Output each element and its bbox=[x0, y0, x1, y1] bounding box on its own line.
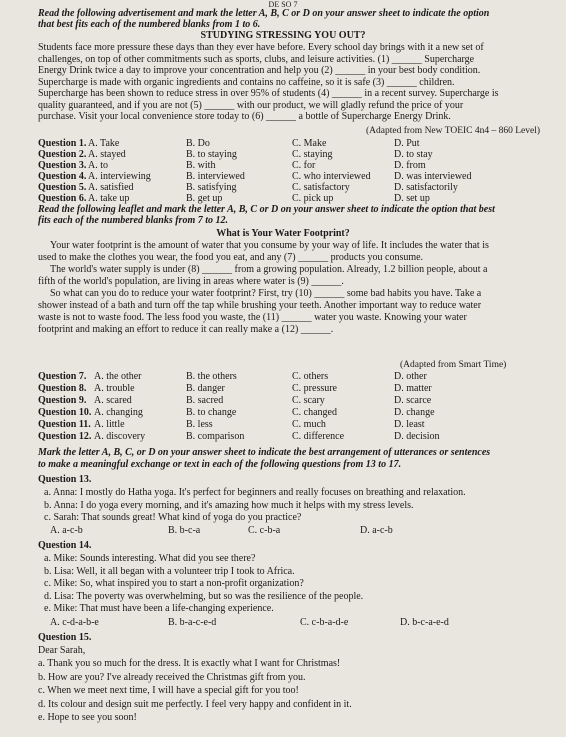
section2-option-a: A. the other bbox=[94, 371, 142, 382]
question-14-label: Question 14. bbox=[38, 540, 92, 551]
section2-passage-line: shower instead of a bath and turn off the tap while brushing your teeth. Another important way to reduce water bbox=[38, 300, 482, 311]
section2-option-a: A. trouble bbox=[94, 383, 135, 394]
section1-option-b: B. to staying bbox=[186, 149, 237, 160]
question-15-line: d. Its colour and design suit me perfectly. I feel very happy and confident in it. bbox=[38, 698, 352, 710]
section2-passage-line: So what can you do to reduce your water footprint? First, try (10) ______ some bad habits you have. Take a bbox=[50, 288, 482, 299]
section1-option-b: B. interviewed bbox=[186, 171, 245, 182]
section2-option-d: D. scarce bbox=[394, 395, 432, 406]
question-14-line: b. Lisa: Well, it all began with a volunteer trip I took to Africa. bbox=[44, 565, 295, 577]
question-13-option-d: D. a-c-b bbox=[360, 525, 393, 536]
section2-question-label: Question 7. bbox=[38, 371, 87, 382]
section2-passage-line: used to make the clothes you wear, the food you eat, and any (7) ______ products you consume. bbox=[38, 252, 424, 263]
section2-option-d: D. least bbox=[394, 419, 425, 430]
question-14-option-b: B. b-a-c-e-d bbox=[168, 617, 217, 628]
section2-option-b: B. danger bbox=[186, 383, 225, 394]
question-14-option-d: D. b-c-a-e-d bbox=[400, 617, 449, 628]
section2-option-c: C. much bbox=[292, 419, 326, 430]
question-15-greeting: Dear Sarah, bbox=[38, 645, 86, 656]
section1-option-b: B. with bbox=[186, 160, 216, 171]
section2-option-b: B. sacred bbox=[186, 395, 224, 406]
section1-source: (Adapted from New TOEIC 4n4 – 860 Level) bbox=[366, 126, 541, 136]
section1-option-c: C. staying bbox=[292, 149, 333, 160]
question-15-line: b. How are you? I've already received the Christmas gift from you. bbox=[38, 671, 306, 683]
section2-option-b: B. the others bbox=[186, 371, 237, 382]
section1-option-c: C. satisfactory bbox=[292, 182, 350, 193]
question-15-line: c. When we meet next time, I will have a special gift for you too! bbox=[38, 685, 299, 696]
question-13-line: c. Sarah: That sounds great! What kind of yoga do you practice? bbox=[44, 512, 302, 523]
section1-instruction: Read the following advertisement and mark the letter A, B, C or D on your answer sheet to indicate the option bbox=[38, 8, 490, 19]
section1-option-d: D. Put bbox=[394, 138, 420, 149]
section1-option-a: A. satisfied bbox=[88, 182, 134, 193]
question-15-line: a. Thank you so much for the dress. It is exactly what I want for Christmas! bbox=[38, 658, 341, 669]
section3-instruction: Mark the letter A, B, C, or D on your answer sheet to indicate the best arrangement of utterances or sentences bbox=[38, 447, 491, 458]
section1-option-a: A. interviewing bbox=[88, 171, 151, 182]
section2-question-label: Question 10. bbox=[38, 407, 92, 418]
question-14-option-a: A. c-d-a-b-e bbox=[50, 617, 99, 628]
section2-source: (Adapted from Smart Time) bbox=[400, 360, 507, 370]
section1-question-label: Question 5. bbox=[38, 182, 87, 193]
section1-option-c: C. who interviewed bbox=[292, 171, 371, 182]
section2-option-d: D. other bbox=[394, 371, 427, 382]
section2-question-label: Question 12. bbox=[38, 431, 92, 442]
section2-option-a: A. little bbox=[94, 419, 125, 430]
section2-passage-line: footprint and making an effort to reduce it can really make a (12) ______. bbox=[38, 324, 334, 335]
section2-question-label: Question 11. bbox=[38, 419, 91, 430]
section2-option-c: C. others bbox=[292, 371, 329, 382]
section2-passage-line: waste is not to waste food. The less food you waste, the (11) ______ water you waste. Knowing your water bbox=[38, 312, 467, 323]
question-13-line: a. Anna: I mostly do Hatha yoga. It's perfect for beginners and really focuses on breathing and relaxation. bbox=[44, 487, 466, 498]
section1-option-d: D. from bbox=[394, 160, 426, 171]
section1-instruction-cont: that best fits each of the numbered blanks from 1 to 6. bbox=[38, 19, 261, 30]
section1-option-a: A. to bbox=[88, 160, 108, 171]
section2-option-b: B. comparison bbox=[186, 431, 245, 442]
section1-option-b: B. satisfying bbox=[186, 182, 237, 193]
section2-instruction: Read the following leaflet and mark the letter A, B, C or D on your answer sheet to indicate the option that best bbox=[38, 204, 495, 215]
section2-option-d: D. matter bbox=[394, 383, 432, 394]
question-13-option-a: A. a-c-b bbox=[50, 525, 83, 536]
question-13-option-b: B. b-c-a bbox=[168, 525, 201, 536]
section1-passage-line: purchase. Visit your local convenience store today to (6) ______ a bottle of Supercharge Energy Drink. bbox=[38, 111, 451, 122]
section2-passage-line: Your water footprint is the amount of water that you consume by your way of life. It includes the water that is bbox=[50, 240, 489, 251]
section1-question-label: Question 6. bbox=[38, 193, 87, 204]
section1-option-b: B. Do bbox=[186, 138, 210, 149]
section1-option-d: D. satisfactorily bbox=[394, 182, 458, 193]
section1-option-d: D. to stay bbox=[394, 149, 433, 160]
section1-question-label: Question 1. bbox=[38, 138, 87, 149]
section1-passage-line: challenges, on top of other commitments such as sports, clubs, and leisure activities. (1) ______ Supercharge bbox=[38, 53, 475, 65]
section1-passage-line: Energy Drink twice a day to improve your concentration and help you (2) ______ in your best body condition. bbox=[38, 65, 481, 76]
section1-option-d: D. was interviewed bbox=[394, 171, 472, 182]
section1-option-c: C. Make bbox=[292, 138, 327, 149]
question-13-line: b. Anna: I do yoga every morning, and it's amazing how much it helps with my stress levels. bbox=[44, 499, 414, 511]
section1-question-label: Question 3. bbox=[38, 160, 87, 171]
section1-option-c: C. for bbox=[292, 160, 316, 171]
section2-instruction-cont: fits each of the numbered blanks from 7 to 12. bbox=[38, 215, 229, 226]
section2-option-a: A. scared bbox=[94, 395, 132, 406]
section2-option-c: C. changed bbox=[292, 407, 337, 418]
question-13-label: Question 13. bbox=[38, 474, 92, 485]
section1-option-a: A. stayed bbox=[88, 149, 126, 160]
section2-question-label: Question 8. bbox=[38, 383, 87, 394]
section2-option-b: B. less bbox=[186, 419, 213, 430]
question-14-option-c: C. c-b-a-d-e bbox=[300, 617, 349, 628]
section1-passage-line: Students face more pressure these days than they ever have before. Every school day brings with it a new set of bbox=[38, 42, 484, 53]
section1-passage-line: Supercharge has been shown to reduce stress in over 95% of students (4) ______ in a recent survey. Supercharge is bbox=[38, 88, 499, 99]
section2-option-d: D. change bbox=[394, 407, 435, 418]
section3-instruction-cont: to make a meaningful exchange or text in each of the following questions from 13 to 17. bbox=[38, 459, 402, 470]
section1-title: STUDYING STRESSING YOU OUT? bbox=[200, 30, 366, 41]
section2-option-d: D. decision bbox=[394, 431, 440, 442]
question-15-line: e. Hope to see you soon! bbox=[38, 712, 137, 723]
section1-option-a: A. take up bbox=[88, 193, 130, 204]
section2-option-c: C. difference bbox=[292, 431, 345, 442]
page-header: DE SO 7 bbox=[268, 0, 298, 9]
section1-question-label: Question 4. bbox=[38, 171, 87, 182]
section2-option-b: B. to change bbox=[186, 407, 237, 418]
section1-option-a: A. Take bbox=[88, 138, 120, 149]
question-14-line: d. Lisa: The poverty was overwhelming, but so was the resilience of the people. bbox=[44, 590, 364, 602]
section1-option-d: D. set up bbox=[394, 193, 430, 204]
section1-option-b: B. get up bbox=[186, 193, 223, 204]
section2-option-c: C. scary bbox=[292, 395, 325, 406]
question-13-option-c: C. c-b-a bbox=[248, 525, 281, 536]
question-15-label: Question 15. bbox=[38, 632, 92, 643]
section1-option-c: C. pick up bbox=[292, 193, 334, 204]
section2-passage-line: The world's water supply is under (8) ______ from a growing population. Already, 1.2 billion people, about a bbox=[50, 264, 488, 275]
question-14-line: c. Mike: So, what inspired you to start a non-profit organization? bbox=[44, 578, 304, 589]
section2-passage-line: fifth of the world's population, are living in areas where water is (9) ______. bbox=[38, 276, 344, 287]
section2-option-a: A. discovery bbox=[94, 431, 146, 442]
question-14-line: e. Mike: That must have been a life-changing experience. bbox=[44, 603, 274, 614]
section1-question-label: Question 2. bbox=[38, 149, 87, 160]
section2-title: What is Your Water Footprint? bbox=[216, 228, 350, 239]
section2-option-a: A. changing bbox=[94, 407, 143, 418]
section2-question-label: Question 9. bbox=[38, 395, 87, 406]
section2-option-c: C. pressure bbox=[292, 383, 337, 394]
question-14-line: a. Mike: Sounds interesting. What did you see there? bbox=[44, 553, 256, 564]
section1-passage-line: Supercharge is made with organic ingredients and contains no caffeine, so it is safe (3) ______ children. bbox=[38, 76, 455, 88]
section1-passage-line: quality guaranteed, and if you are not (5) ______ with our product, we will gladly refund the price of your bbox=[38, 99, 464, 111]
